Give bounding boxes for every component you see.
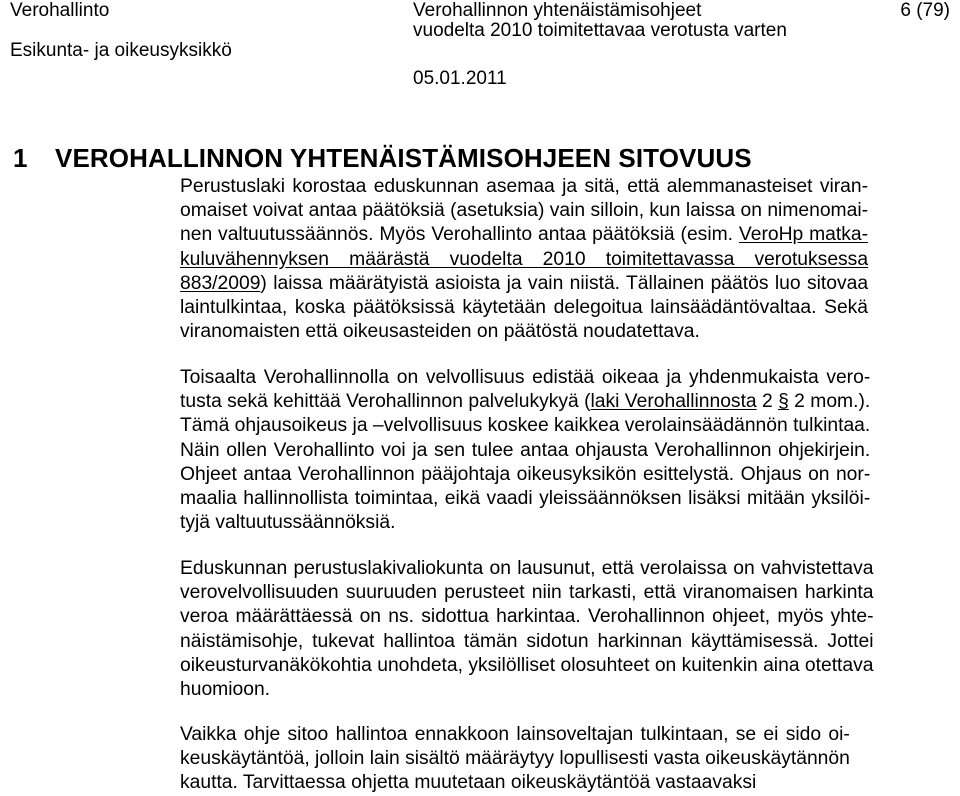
header-page-number: 6 (79): [900, 0, 950, 21]
text-line: Vaikka ohje sitoo hallintoa ennakkoon lainsoveltajan tulkintaan, se ei sido oi-: [180, 724, 850, 745]
text-line: tyjä valtuutussäännöksiä.: [180, 512, 396, 534]
section-title: VEROHALLINNON YHTENÄISTÄMISOHJEEN SITOVUUS: [55, 143, 752, 174]
header-date: 05.01.2011: [413, 68, 507, 89]
text-line: näistämisohje, tukevat hallintoa tämän sidotun harkinnan käyttämisessä. Jottei: [180, 630, 874, 652]
text-line: 883/2009) laissa määrätyistä asioista ja vain niistä. Tällainen päätös luo sitovaa: [180, 272, 869, 294]
vero-hp-link-number[interactable]: 883/2009: [180, 272, 261, 294]
text-line: viranomaisten että oikeusasteiden on päätöstä noudatettava.: [180, 321, 700, 343]
paragraph-4: [180, 723, 850, 796]
text-line: Toisaalta Verohallinnolla on velvollisuus edistää oikeaa ja yhdenmukaista vero-: [180, 367, 871, 388]
text-line: maalia hallinnollista toimintaa, eikä vaadi yleissäännöksen lisäksi mitään yksilöi-: [180, 488, 871, 510]
text-line: Ohjeet antaa Verohallinnon pääjohtaja oikeusyksikön esittelystä. Ohjaus on nor-: [180, 463, 871, 485]
header-organization: Verohallinto: [10, 0, 110, 21]
text-line: Eduskunnan perustuslakivaliokunta on lausunut, että verolaissa on vahvistettava: [180, 558, 874, 579]
text-line: veroa määrättäessä on ns. sidottua harkintaa. Verohallinnon ohjeet, myös yhte-: [180, 606, 874, 628]
law-link[interactable]: laki Verohallinnosta: [590, 391, 757, 413]
section-number: 1: [13, 143, 28, 174]
vero-hp-link-continued[interactable]: kuluvähennyksen määrästä vuodelta 2010 toimitettavassa verotuksessa: [180, 248, 869, 270]
text-line: laintulkintaa, koska päätöksissä käytetään delegoitua lainsäädäntövaltaa. Sekä: [180, 297, 869, 319]
text-line: Tämä ohjausoikeus ja –velvollisuus koskee kaikkea verolainsäädännön tulkintaa.: [180, 415, 871, 437]
text-line: oikeusturvanäkökohtia unohdeta, yksilölliset olosuhteet on kuitenkin aina otettava: [180, 654, 874, 676]
header-document-subtitle: vuodelta 2010 toimitettavaa verotusta varten: [413, 20, 787, 41]
header-document-title: Verohallinnon yhtenäistämisohjeet: [413, 0, 702, 21]
text-line: tusta sekä kehittää Verohallinnon palvelukykyä (laki Verohallinnosta 2 § 2 mom.).: [180, 391, 871, 413]
text-line: Näin ollen Verohallinto voi ja sen tulee antaa ohjausta Verohallinnon ohjekirjein.: [180, 439, 871, 461]
vero-hp-link[interactable]: VeroHp matka-: [738, 224, 869, 246]
text-line: omaiset voivat antaa päätöksiä (asetuksia) vain silloin, kun laissa on nimenomai-: [180, 200, 869, 222]
text-line: keuskäytäntöä, jolloin lain sisältö määräytyy lopullisesti vasta oikeuskäytännön: [180, 748, 850, 770]
text-line: kautta. Tarvittaessa ohjetta muutetaan oikeuskäytäntöä vastaavaksi: [180, 772, 757, 794]
text-line: Perustuslaki korostaa eduskunnan asemaa ja sitä, että alemmanasteiset viran-: [180, 176, 869, 197]
text-line: verovelvollisuuden suuruuden perusteet niin tarkasti, että viranomaisen harkinta: [180, 582, 874, 604]
paragraph-2: [180, 366, 870, 535]
text-line: nen valtuutussäännös. Myös Verohallinto antaa päätöksiä (esim. VeroHp matka-: [180, 224, 869, 246]
paragraph-3: [180, 557, 874, 702]
header-unit: Esikunta- ja oikeusyksikkö: [10, 40, 232, 61]
text-line: huomioon.: [180, 679, 271, 701]
section-heading: [13, 143, 752, 173]
section-symbol-link[interactable]: §: [778, 391, 789, 413]
paragraph-1: [180, 175, 868, 344]
